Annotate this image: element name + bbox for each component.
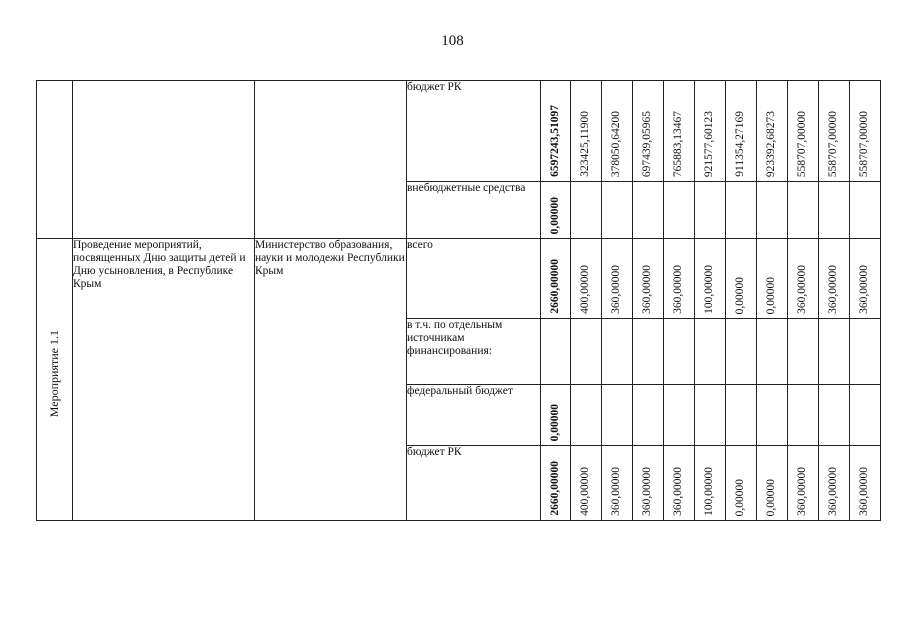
financing-table [36, 80, 881, 521]
year-cell [664, 319, 695, 385]
year-cell [757, 182, 788, 239]
year-value: 697439,05965 [641, 110, 653, 177]
year-cell [633, 319, 664, 385]
total-value: 0,00000 [548, 403, 561, 441]
year-cell [571, 81, 602, 182]
year-value: 0,00000 [765, 276, 777, 314]
year-cell [726, 319, 757, 385]
source-cell: в т.ч. по отдельным источникам финансирования: [407, 319, 541, 385]
year-cell [850, 385, 881, 446]
event-executor: Министерство образования, науки и молодежи Республики Крым [255, 239, 407, 521]
year-value: 0,00000 [765, 478, 777, 516]
year-cell [664, 385, 695, 446]
table-row [37, 239, 881, 319]
year-cell [757, 385, 788, 446]
year-cell [664, 81, 695, 182]
year-cell [726, 385, 757, 446]
year-cell [726, 182, 757, 239]
total-cell [541, 81, 571, 182]
event-label: Мероприятие 1.1 [46, 329, 61, 417]
year-cell [695, 385, 726, 446]
year-value: 0,00000 [734, 276, 746, 314]
year-cell [819, 239, 850, 319]
year-cell [633, 81, 664, 182]
year-cell [819, 319, 850, 385]
year-cell [602, 81, 633, 182]
year-cell [633, 385, 664, 446]
year-value: 323425,11900 [579, 111, 591, 177]
year-value: 360,00000 [796, 265, 808, 314]
year-value: 558707,00000 [796, 110, 808, 177]
year-value: 921577,60123 [703, 110, 715, 177]
continuation-executor-cell [255, 81, 407, 239]
continuation-description-cell [73, 81, 255, 239]
source-cell: бюджет РК [407, 446, 541, 521]
year-value: 360,00000 [827, 467, 839, 516]
table-row [37, 81, 881, 182]
year-value: 360,00000 [858, 265, 870, 314]
year-cell [757, 319, 788, 385]
year-value: 100,00000 [703, 265, 715, 314]
year-cell [788, 319, 819, 385]
year-cell [695, 182, 726, 239]
event-description: Проведение мероприятий, посвященных Дню защиты детей и Дню усыновления, в Республике Крым [73, 239, 255, 521]
year-value: 100,00000 [703, 467, 715, 516]
total-cell [541, 385, 571, 446]
year-cell [695, 319, 726, 385]
year-cell [695, 239, 726, 319]
year-value: 360,00000 [672, 265, 684, 314]
source-cell: всего [407, 239, 541, 319]
continuation-label-cell [37, 81, 73, 239]
total-value: 0,00000 [548, 196, 561, 234]
year-cell [571, 239, 602, 319]
year-cell [571, 385, 602, 446]
year-value: 378050,64200 [610, 110, 622, 177]
year-value: 0,00000 [734, 478, 746, 516]
year-cell [602, 239, 633, 319]
year-value: 558707,00000 [827, 110, 839, 177]
year-cell [850, 446, 881, 521]
year-cell [726, 446, 757, 521]
total-value: 6597243,51097 [548, 105, 561, 177]
year-cell [602, 385, 633, 446]
total-cell [541, 446, 571, 521]
year-value: 400,00000 [579, 467, 591, 516]
year-cell [788, 385, 819, 446]
year-cell [788, 182, 819, 239]
year-cell [788, 81, 819, 182]
year-cell [788, 239, 819, 319]
page-number: 108 [441, 33, 464, 49]
year-cell [633, 446, 664, 521]
year-cell [571, 182, 602, 239]
year-value: 360,00000 [641, 467, 653, 516]
year-cell [819, 446, 850, 521]
total-cell [541, 239, 571, 319]
year-cell [757, 81, 788, 182]
year-value: 360,00000 [858, 467, 870, 516]
year-value: 360,00000 [672, 467, 684, 516]
year-value: 360,00000 [641, 265, 653, 314]
total-value: 2660,00000 [548, 461, 561, 516]
year-cell [850, 182, 881, 239]
year-value: 923392,68273 [765, 110, 777, 177]
year-cell [664, 446, 695, 521]
total-value: 2660,00000 [548, 259, 561, 314]
year-cell [695, 81, 726, 182]
year-cell [850, 319, 881, 385]
year-cell [819, 182, 850, 239]
year-value: 765883,13467 [672, 110, 684, 177]
year-cell [850, 81, 881, 182]
year-cell [819, 81, 850, 182]
year-value: 911354,27169 [734, 111, 746, 177]
year-cell [726, 81, 757, 182]
year-cell [602, 319, 633, 385]
year-cell [602, 182, 633, 239]
year-value: 400,00000 [579, 265, 591, 314]
source-cell: внебюджетные средства [407, 182, 541, 239]
year-cell [788, 446, 819, 521]
year-cell [664, 182, 695, 239]
year-cell [819, 385, 850, 446]
year-value: 360,00000 [796, 467, 808, 516]
total-cell [541, 182, 571, 239]
source-cell: бюджет РК [407, 81, 541, 182]
year-cell [850, 239, 881, 319]
year-value: 360,00000 [827, 265, 839, 314]
year-cell [695, 446, 726, 521]
source-cell: федеральный бюджет [407, 385, 541, 446]
year-value: 558707,00000 [858, 110, 870, 177]
year-value: 360,00000 [610, 265, 622, 314]
year-cell [757, 446, 788, 521]
year-value: 360,00000 [610, 467, 622, 516]
year-cell [602, 446, 633, 521]
year-cell [664, 239, 695, 319]
event-label-cell [37, 239, 73, 521]
year-cell [726, 239, 757, 319]
year-cell [571, 319, 602, 385]
year-cell [757, 239, 788, 319]
total-cell [541, 319, 571, 385]
year-cell [571, 446, 602, 521]
year-cell [633, 239, 664, 319]
year-cell [633, 182, 664, 239]
